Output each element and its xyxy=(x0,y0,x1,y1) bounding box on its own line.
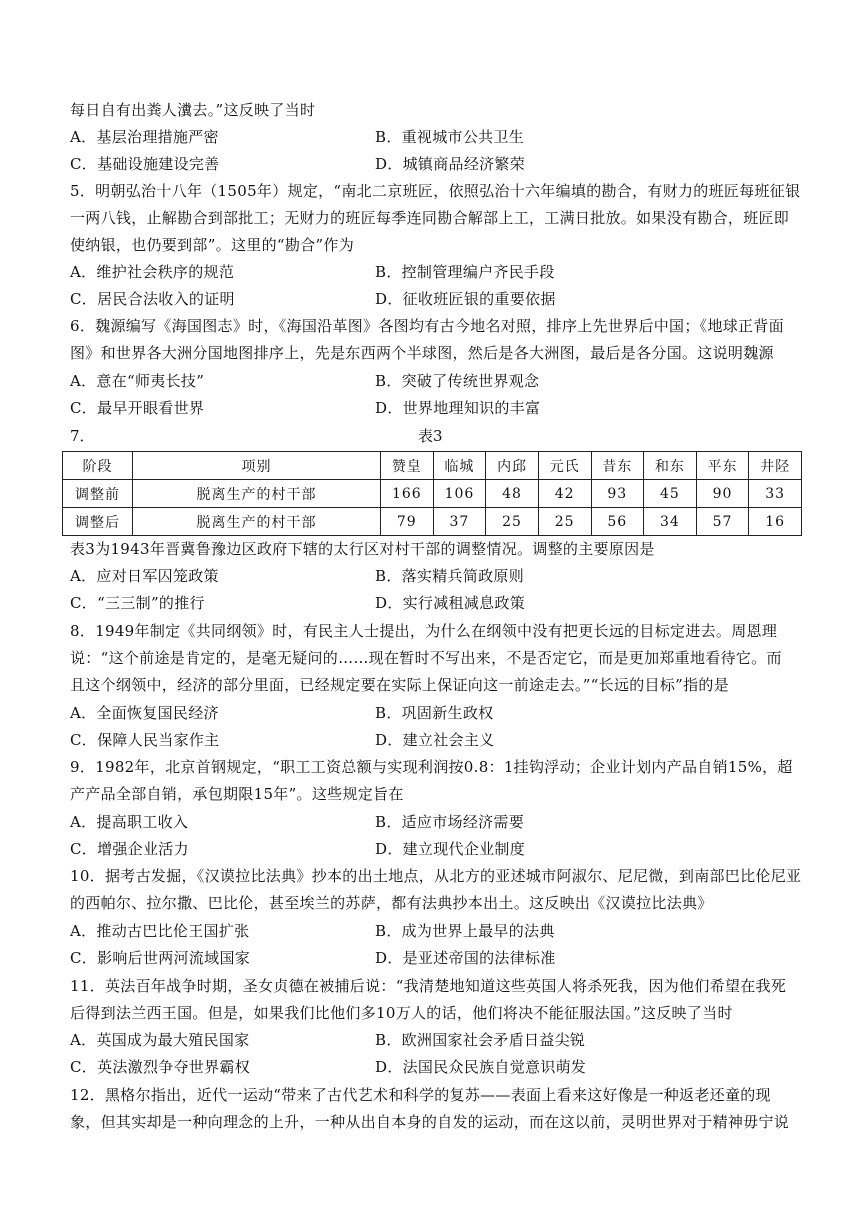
table-header-cell: 阶段 xyxy=(63,452,133,480)
q11-stem-line-2: 后得到法兰西王国。但是，如果我们比他们多10万人的话，他们将决不能征服法国。”这反映了当时 xyxy=(70,1004,733,1022)
q10-stem-line-2: 的西帕尔、拉尔撒、巴比伦，甚至埃兰的苏萨，都有法典抄本出土。这反映出《汉谟拉比法典》 xyxy=(70,894,713,912)
q7-stem: 表3为1943年晋冀鲁豫边区政府下辖的太行区对村干部的调整情况。调整的主要原因是 xyxy=(70,540,655,558)
q10-option-c: C．影响后世两河流域国家 xyxy=(70,949,251,967)
q7-option-b: B．落实精兵简政原则 xyxy=(375,567,525,585)
table-cell: 79 xyxy=(381,508,434,536)
q7-option-d: D．实行减租减息政策 xyxy=(375,594,526,612)
table-cell: 16 xyxy=(749,508,802,536)
q8-stem-line-3: 且这个纲领中，经济的部分里面，已经规定要在实际上保证向这一前途走去。”“长远的目标”指的是 xyxy=(70,676,730,694)
q11-option-a: A．英国成为最大殖民国家 xyxy=(70,1031,250,1049)
q10-option-b: B．成为世界上最早的法典 xyxy=(375,922,555,940)
table-header-cell: 井陉 xyxy=(749,452,802,480)
q4-option-a: A．基层治理措施严密 xyxy=(70,128,219,146)
table-cell: 42 xyxy=(538,480,591,508)
table-cell: 93 xyxy=(591,480,644,508)
q6-option-b: B．突破了传统世界观念 xyxy=(375,372,540,390)
q6-stem-line-2: 图》和世界各大洲分国地图排序上，先是东西两个半球图，然后是各大洲图，最后是各分国。这说明魏源 xyxy=(70,344,774,362)
table-cell: 106 xyxy=(433,480,486,508)
q6-option-d: D．世界地理知识的丰富 xyxy=(375,399,541,417)
table-header-cell: 项别 xyxy=(133,452,381,480)
table-cell: 调整后 xyxy=(63,508,133,536)
q10-option-a: A．推动古巴比伦王国扩张 xyxy=(70,922,250,940)
q5-option-c: C．居民合法收入的证明 xyxy=(70,290,235,308)
q10-option-d: D．是亚述帝国的法律标准 xyxy=(375,949,556,967)
table-cell: 57 xyxy=(696,508,749,536)
table-header-cell: 和东 xyxy=(644,452,697,480)
q5-option-d: D．征收班匠银的重要依据 xyxy=(375,290,556,308)
q9-option-c: C．增强企业活力 xyxy=(70,840,189,858)
table-header-cell: 赞皇 xyxy=(381,452,434,480)
q11-option-c: C．英法激烈争夺世界霸权 xyxy=(70,1058,251,1076)
table-cell: 45 xyxy=(644,480,697,508)
table-header-cell: 临城 xyxy=(433,452,486,480)
q4-option-b: B．重视城市公共卫生 xyxy=(375,128,525,146)
q8-stem-line-1: 8．1949年制定《共同纲领》时，有民主人士提出，为什么在纲领中没有把更长远的目标定进去。周恩理 xyxy=(70,622,778,640)
table-cell: 脱离生产的村干部 xyxy=(133,480,381,508)
q5-option-b: B．控制管理编户齐民手段 xyxy=(375,263,555,281)
q11-option-d: D．法国民众民族自觉意识萌发 xyxy=(375,1058,587,1076)
q8-stem-line-2: 说：“这个前途是肯定的，是毫无疑问的……现在暂时不写出来，不是否定它，而是更加郑重地看待它。而 xyxy=(70,649,782,667)
village-cadre-table xyxy=(62,451,802,536)
table-cell: 脱离生产的村干部 xyxy=(133,508,381,536)
table-cell: 37 xyxy=(433,508,486,536)
q6-option-a: A．意在“师夷长技” xyxy=(70,372,205,390)
q8-option-a: A．全面恢复国民经济 xyxy=(70,704,219,722)
q8-option-c: C．保障人民当家作主 xyxy=(70,731,220,749)
q5-stem-line-2: 一两八钱，止解勘合到部批工；无财力的班匠每季连同勘合解部上工，工满日批放。如果没有勘合，班匠即 xyxy=(70,209,790,227)
table-cell: 25 xyxy=(538,508,591,536)
q8-option-d: D．建立社会主义 xyxy=(375,731,495,749)
q7-option-a: A．应对日军囚笼政策 xyxy=(70,567,219,585)
table-row xyxy=(63,480,802,508)
table-header-row xyxy=(63,452,802,480)
q5-stem-line-3: 使纳银，也仍要到部”。这里的“勘合”作为 xyxy=(70,236,355,254)
q8-option-b: B．巩固新生政权 xyxy=(375,704,494,722)
table-cell: 25 xyxy=(486,508,539,536)
q9-stem-line-1: 9．1982年，北京首钢规定，“职工工资总额与实现利润按0.8：1挂钩浮动；企业计划内产品自销15%，超 xyxy=(70,758,793,776)
q7-number: 7． xyxy=(70,427,95,445)
table-cell: 48 xyxy=(486,480,539,508)
q11-option-b: B．欧洲国家社会矛盾日益尖锐 xyxy=(375,1031,586,1049)
table-row xyxy=(63,508,802,536)
q9-stem-line-2: 产产品全部自销，承包期限15年”。这些规定旨在 xyxy=(70,785,404,803)
q7-option-c: C．“三三制”的推行 xyxy=(70,594,205,612)
table-header-cell: 内邱 xyxy=(486,452,539,480)
q9-option-b: B．适应市场经济需要 xyxy=(375,813,525,831)
table-header-cell: 元氏 xyxy=(538,452,591,480)
q12-stem-line-2: 象，但其实却是一种向理念的上升，一种从出自本身的自发的运动，而在这以前，灵明世界对于精神毋宁说 xyxy=(70,1113,790,1131)
q6-option-c: C．最早开眼看世界 xyxy=(70,399,205,417)
table-cell: 调整前 xyxy=(63,480,133,508)
q10-stem-line-1: 10．据考古发掘，《汉谟拉比法典》抄本的出土地点，从北方的亚述城市阿淑尔、尼尼微，到南部巴比伦尼亚 xyxy=(70,867,802,885)
q4-option-c: C．基础设施建设完善 xyxy=(70,155,220,173)
table-caption: 表3 xyxy=(418,427,443,445)
table-cell: 56 xyxy=(591,508,644,536)
q11-stem-line-1: 11．英法百年战争时期，圣女贞德在被捕后说：“我清楚地知道这些英国人将杀死我，因为他们希望在我死 xyxy=(70,977,787,995)
q6-stem-line-1: 6．魏源编写《海国图志》时，《海国沿革图》各图均有古今地名对照，排序上先世界后中国；《地球正背面 xyxy=(70,317,784,335)
q5-stem-line-1: 5．明朝弘治十八年（1505年）规定，“南北二京班匠，依照弘治十六年编填的勘合，有财力的班匠每班征银 xyxy=(70,182,801,200)
table-cell: 90 xyxy=(696,480,749,508)
table-header-cell: 昔东 xyxy=(591,452,644,480)
q4-stem-tail: 每日自有出粪人瀵去。”这反映了当时 xyxy=(70,101,316,119)
table-cell: 34 xyxy=(644,508,697,536)
q9-option-d: D．建立现代企业制度 xyxy=(375,840,526,858)
table-header-cell: 平东 xyxy=(696,452,749,480)
table-cell: 166 xyxy=(381,480,434,508)
q4-option-d: D．城镇商品经济繁荣 xyxy=(375,155,526,173)
table-cell: 33 xyxy=(749,480,802,508)
q12-stem-line-1: 12．黑格尔指出，近代一运动“带来了古代艺术和科学的复苏——表面上看来这好像是一种返老还童的现 xyxy=(70,1086,771,1104)
q5-option-a: A．维护社会秩序的规范 xyxy=(70,263,235,281)
q9-option-a: A．提高职工收入 xyxy=(70,813,189,831)
